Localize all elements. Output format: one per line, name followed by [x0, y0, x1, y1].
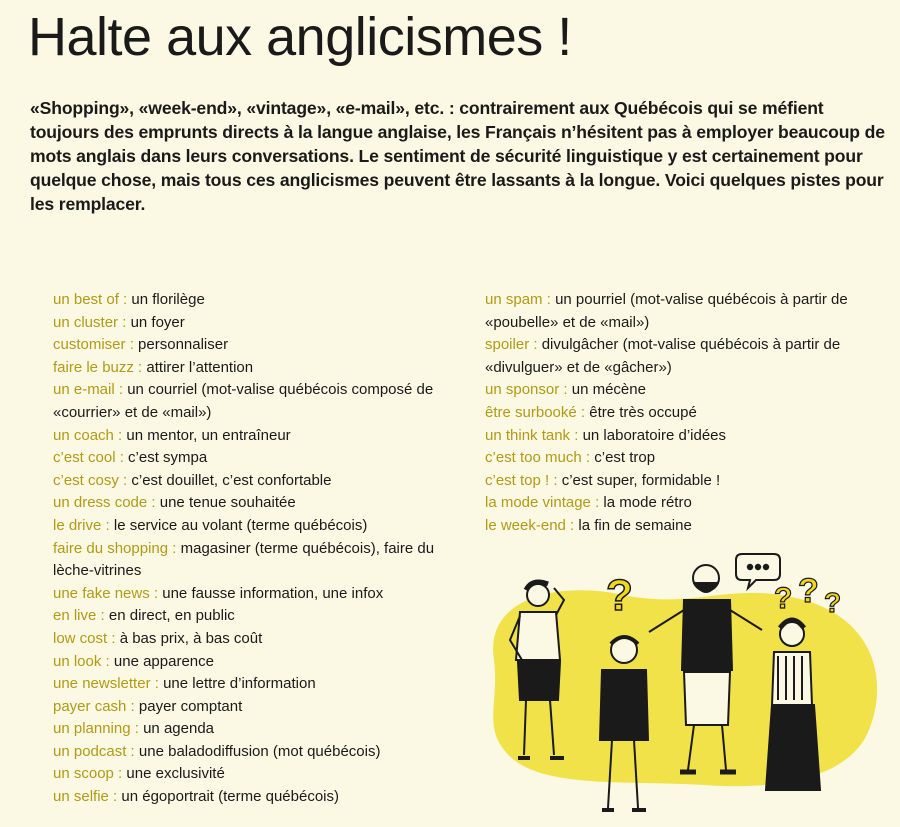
anglicism-term: un cluster — [53, 313, 119, 331]
anglicism-term: un coach — [53, 426, 114, 444]
glossary-entry — [485, 492, 895, 515]
term-separator: : — [118, 471, 132, 489]
french-equivalent: une apparence — [113, 652, 214, 670]
glossary-entry — [485, 402, 895, 425]
french-equivalent: en direct, en public — [108, 607, 235, 625]
anglicism-term: c’est cosy — [53, 471, 119, 489]
french-equivalent: c’est super, formidable ! — [561, 471, 721, 489]
anglicism-term: un think tank — [485, 426, 571, 444]
anglicism-term: un scoop — [53, 765, 114, 783]
french-equivalent: un florilège — [131, 291, 205, 308]
glossary-left-column — [53, 289, 473, 809]
french-equivalent: un foyer — [130, 313, 185, 331]
term-separator: : — [115, 449, 129, 467]
french-equivalent: payer comptant — [138, 697, 243, 715]
term-separator: : — [590, 494, 604, 512]
french-equivalent: un agenda — [143, 720, 214, 738]
term-separator: : — [133, 358, 147, 376]
term-separator: : — [113, 765, 127, 783]
glossary-entry — [53, 515, 473, 538]
french-equivalent: un mentor, un entraîneur — [126, 426, 291, 444]
term-separator: : — [581, 449, 595, 467]
intro-paragraph: «Shopping», «week-end», «vintage», «e-mail», etc. : contrairement aux Québécois qui se méfient toujours des emprunts directs à la langue anglaise, les Français n’hésitent pas à employer beaucoup de mots anglais dans leurs conversations. Le sentiment de sécurité linguistique y est certainement pour quelque chose, mais tous ces anglicismes peuvent être lassants à la longue. Voici quelques pistes pour les remplacer. — [30, 98, 885, 214]
anglicism-term: une fake news — [53, 584, 150, 602]
french-equivalent: personnaliser — [138, 336, 229, 354]
french-equivalent: attirer l’attention — [146, 358, 254, 376]
anglicism-term: customiser — [53, 336, 126, 354]
glossary-entry — [53, 357, 473, 380]
anglicism-term: être surbooké — [485, 403, 577, 421]
term-separator: : — [125, 336, 139, 354]
anglicism-term: payer cash — [53, 697, 127, 715]
french-equivalent: c’est douillet, c’est confortable — [131, 471, 332, 489]
glossary-entry — [53, 741, 473, 764]
glossary-entry — [53, 447, 473, 470]
glossary-entry — [485, 425, 895, 448]
glossary-entry — [53, 538, 473, 583]
term-separator: : — [150, 675, 164, 693]
anglicism-term: faire le buzz — [53, 358, 134, 376]
glossary-entry — [53, 583, 473, 606]
glossary-entry — [53, 628, 473, 651]
glossary-entry — [53, 696, 473, 719]
glossary-entry — [485, 334, 895, 379]
anglicism-term: c’est top ! — [485, 471, 550, 489]
glossary-entry — [53, 492, 473, 515]
french-equivalent: le service au volant (terme québécois) — [113, 516, 368, 534]
glossary-entry — [53, 673, 473, 696]
anglicism-term: c’est too much — [485, 449, 582, 467]
term-separator: : — [168, 539, 181, 557]
term-separator: : — [118, 291, 132, 308]
french-equivalent: à bas prix, à bas coût — [119, 629, 263, 647]
glossary-entry — [53, 763, 473, 786]
anglicism-term: c’est cool — [53, 449, 116, 467]
question-mark-icon: ? — [798, 572, 819, 610]
term-separator: : — [559, 381, 572, 399]
french-equivalent: être très occupé — [589, 403, 697, 421]
french-equivalent: un pourriel (mot-valise québécois à partir de «poubelle» et de «mail») — [485, 291, 848, 331]
glossary-entry — [485, 289, 895, 334]
french-equivalent: une fausse information, une infox — [162, 584, 384, 602]
french-equivalent: un égoportrait (terme québécois) — [121, 788, 340, 806]
term-separator: : — [570, 426, 583, 444]
question-mark-icon: ? — [774, 582, 793, 615]
term-separator: : — [96, 607, 109, 625]
anglicism-term: un planning — [53, 720, 131, 738]
term-separator: : — [549, 471, 562, 489]
french-equivalent: un courriel (mot-valise québécois composé de «courrier» et de «mail») — [53, 381, 434, 421]
anglicism-term: un look — [53, 652, 102, 670]
glossary-entry — [485, 515, 895, 538]
glossary-entry — [53, 379, 473, 424]
anglicism-term: le drive — [53, 516, 102, 534]
french-equivalent: une lettre d’information — [163, 675, 316, 693]
french-equivalent: c’est sympa — [128, 449, 208, 467]
term-separator: : — [576, 403, 590, 421]
french-equivalent: un laboratoire d’idées — [582, 426, 727, 444]
term-separator: : — [565, 516, 579, 534]
question-mark-icon: ? — [606, 571, 633, 620]
french-equivalent: c’est trop — [594, 449, 656, 467]
term-separator: : — [114, 381, 128, 399]
anglicism-term: une newsletter — [53, 675, 151, 693]
french-equivalent: magasiner (terme québécois), faire du lèche-vitrines — [53, 539, 435, 580]
term-separator: : — [149, 584, 163, 602]
term-separator: : — [108, 788, 122, 806]
glossary-entry — [485, 447, 895, 470]
term-separator: : — [130, 720, 144, 738]
term-separator: : — [118, 313, 131, 331]
anglicism-term: en live — [53, 607, 97, 625]
french-equivalent: une tenue souhaitée — [159, 494, 296, 512]
anglicism-term: un spam — [485, 291, 543, 308]
glossary-entry — [53, 289, 473, 312]
anglicism-term: le week-end — [485, 516, 566, 534]
term-separator: : — [113, 426, 127, 444]
anglicism-term: low cost — [53, 629, 108, 647]
term-separator: : — [107, 629, 120, 647]
term-separator: : — [101, 652, 114, 670]
glossary-entry — [53, 718, 473, 741]
french-equivalent: une exclusivité — [126, 765, 225, 783]
anglicism-term: un e-mail — [53, 381, 115, 399]
term-separator: : — [147, 494, 160, 512]
french-equivalent: la fin de semaine — [578, 516, 692, 534]
term-separator: : — [126, 742, 139, 760]
anglicism-term: spoiler — [485, 336, 530, 354]
glossary-right-column — [485, 289, 895, 538]
anglicism-term: un best of — [53, 291, 119, 308]
anglicism-term: un dress code — [53, 494, 148, 512]
glossary-entry — [53, 605, 473, 628]
french-equivalent: la mode rétro — [603, 494, 692, 512]
anglicism-term: un selfie — [53, 788, 109, 806]
anglicism-term: un podcast — [53, 742, 127, 760]
term-separator: : — [542, 291, 556, 308]
people-questioning-illustration — [474, 540, 900, 827]
glossary-entry — [485, 470, 895, 493]
french-equivalent: un mécène — [571, 381, 646, 399]
anglicism-term: un sponsor — [485, 381, 560, 399]
glossary-entry — [53, 651, 473, 674]
glossary-entry — [53, 312, 473, 335]
term-separator: : — [101, 516, 114, 534]
french-equivalent: divulgâcher (mot-valise québécois à partir de «divulguer» et de «gâcher») — [485, 336, 841, 376]
french-equivalent: une baladodiffusion (mot québécois) — [138, 742, 381, 760]
term-separator: : — [529, 336, 542, 354]
term-separator: : — [126, 697, 139, 715]
anglicism-term: faire du shopping — [53, 539, 169, 557]
question-mark-icon: ? — [824, 587, 842, 618]
glossary-entry — [53, 786, 473, 809]
glossary-entry — [53, 470, 473, 493]
glossary-entry — [485, 379, 895, 402]
anglicism-term: la mode vintage — [485, 494, 591, 512]
glossary-entry — [53, 334, 473, 357]
page-title: Halte aux anglicismes ! — [28, 7, 572, 67]
glossary-entry — [53, 425, 473, 448]
